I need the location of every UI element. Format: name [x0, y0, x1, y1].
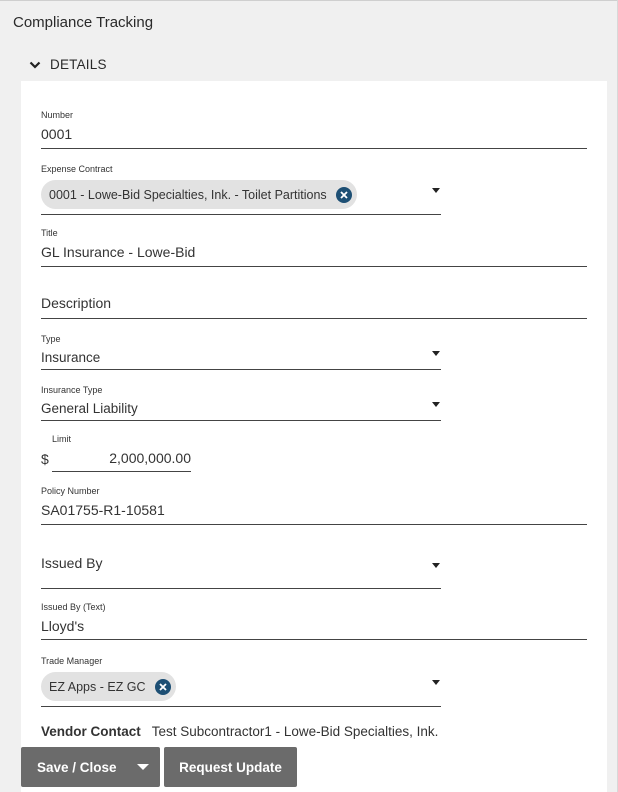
limit-underline	[52, 471, 191, 472]
trade-manager-chip[interactable]	[41, 672, 176, 701]
description-field[interactable]	[41, 295, 587, 311]
details-section-toggle[interactable]	[28, 57, 107, 72]
insurance-type-underline	[41, 420, 441, 421]
title-value[interactable]: GL Insurance - Lowe-Bid	[41, 244, 196, 260]
policy-number-underline	[41, 524, 587, 525]
insurance-type-caret-down-icon[interactable]	[432, 402, 440, 407]
top-border	[0, 0, 618, 1]
type-underline	[41, 369, 441, 370]
caret-down-icon	[137, 764, 149, 770]
policy-number-label: Policy Number	[41, 486, 100, 496]
expense-contract-label: Expense Contract	[41, 164, 113, 174]
expense-contract-underline	[41, 214, 441, 215]
description-placeholder[interactable]: Description	[41, 295, 112, 311]
expense-contract-field	[41, 164, 441, 176]
type-value[interactable]: Insurance	[41, 350, 101, 365]
trade-manager-field	[41, 656, 441, 668]
details-card	[21, 81, 607, 792]
issued-by-underline	[41, 588, 441, 589]
issued-by-text-field[interactable]	[41, 602, 587, 634]
issued-by-caret-down-icon[interactable]	[432, 563, 440, 568]
title-underline	[41, 266, 587, 267]
issued-by-text-label: Issued By (Text)	[41, 602, 106, 612]
expense-contract-chip[interactable]	[41, 180, 357, 209]
description-underline	[41, 318, 587, 319]
issued-by-field[interactable]	[41, 555, 441, 571]
issued-by-text-underline	[41, 639, 587, 640]
expense-contract-caret-down-icon[interactable]	[432, 188, 440, 193]
trade-manager-caret-down-icon[interactable]	[432, 680, 440, 685]
insurance-type-field[interactable]	[41, 385, 441, 416]
trade-manager-chip-text: EZ Apps - EZ GC	[49, 679, 146, 694]
policy-number-field[interactable]	[41, 486, 587, 518]
save-close-split-button	[21, 747, 160, 787]
number-label: Number	[41, 110, 74, 120]
close-circle-icon[interactable]	[155, 679, 171, 695]
request-update-button[interactable]: Request Update	[164, 747, 297, 787]
type-field[interactable]	[41, 334, 441, 365]
page-title: Compliance Tracking	[13, 14, 154, 31]
issued-by-placeholder[interactable]: Issued By	[41, 555, 103, 571]
save-close-button[interactable]: Save / Close	[37, 759, 117, 775]
number-underline	[41, 148, 587, 149]
title-label: Title	[41, 228, 58, 238]
number-value[interactable]: 0001	[41, 126, 73, 142]
section-label: DETAILS	[50, 57, 107, 72]
vendor-contact-value: Test Subcontractor1 - Lowe-Bid Specialties, Ink.	[151, 724, 439, 739]
close-circle-icon[interactable]	[336, 187, 352, 203]
insurance-type-value[interactable]: General Liability	[41, 401, 138, 416]
issued-by-text-value[interactable]: Lloyd's	[41, 618, 85, 634]
vendor-contact	[41, 724, 438, 739]
trade-manager-label: Trade Manager	[41, 656, 103, 666]
insurance-type-label: Insurance Type	[41, 385, 103, 395]
chevron-down-icon	[28, 58, 42, 72]
number-field[interactable]	[41, 110, 587, 142]
currency-symbol: $	[41, 451, 49, 467]
limit-value[interactable]: 2,000,000.00	[109, 450, 191, 466]
save-options-dropdown[interactable]	[126, 747, 160, 787]
trade-manager-underline	[41, 706, 441, 707]
vendor-contact-label: Vendor Contact	[41, 724, 141, 739]
type-caret-down-icon[interactable]	[432, 351, 440, 356]
policy-number-value[interactable]: SA01755-R1-10581	[41, 502, 165, 518]
title-field[interactable]	[41, 228, 587, 260]
expense-contract-chip-text: 0001 - Lowe-Bid Specialties, Ink. - Toilet Partitions	[49, 187, 327, 202]
limit-label: Limit	[52, 434, 72, 444]
type-label: Type	[41, 334, 61, 344]
